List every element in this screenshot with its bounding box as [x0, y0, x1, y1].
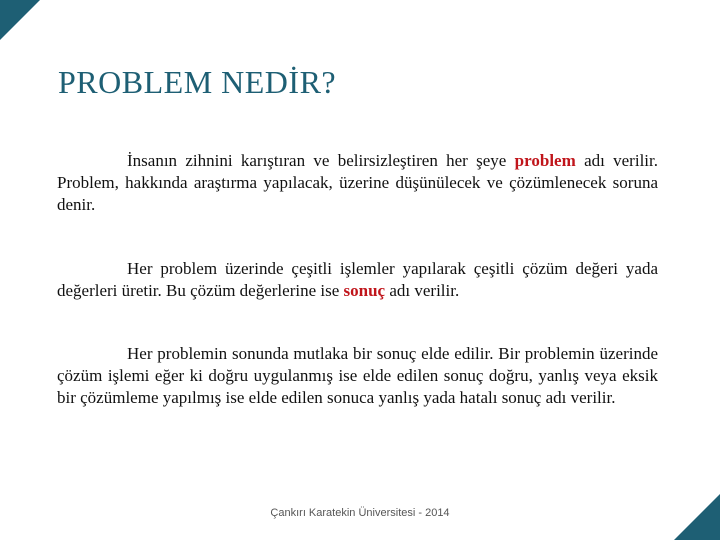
p2-text-start: Her problem üzerinde çeşitli işlemler yapılarak çeşitli çözüm değeri yada değerleri üretir. Bu çözüm değerlerine ise	[57, 259, 658, 300]
corner-decoration-top-left	[0, 0, 40, 40]
paragraph-result	[57, 343, 658, 409]
paragraph-problem-definition	[57, 150, 658, 216]
p2-text-end: adı verilir.	[389, 281, 460, 300]
keyword-sonuc: sonuç	[343, 281, 386, 300]
slide-title: PROBLEM NEDİR?	[58, 64, 337, 100]
p3-text: Her problemin sonunda mutlaka bir sonuç elde edilir. Bir problemin üzerinde çözüm işlemi eğer ki doğru uygulanmış ise elde edilen sonuç doğru, yanlış veya eksik bir çözümleme yapılmış ise elde edilen sonuca yanlış yada hatalı sonuç adı verilir.	[57, 344, 658, 407]
keyword-problem: problem	[514, 151, 576, 170]
p1-text-end: adı verilir. Problem, hakkında araştırma yapılacak, üzerine düşünülecek ve çözümlenecek soruna denir.	[57, 151, 658, 214]
slide-footer: Çankırı Karatekin Üniversitesi - 2014	[270, 507, 450, 519]
p1-text-start: İnsanın zihnini karıştıran ve belirsizleştiren her şeye	[127, 151, 507, 170]
paragraph-solution-values	[57, 258, 658, 302]
